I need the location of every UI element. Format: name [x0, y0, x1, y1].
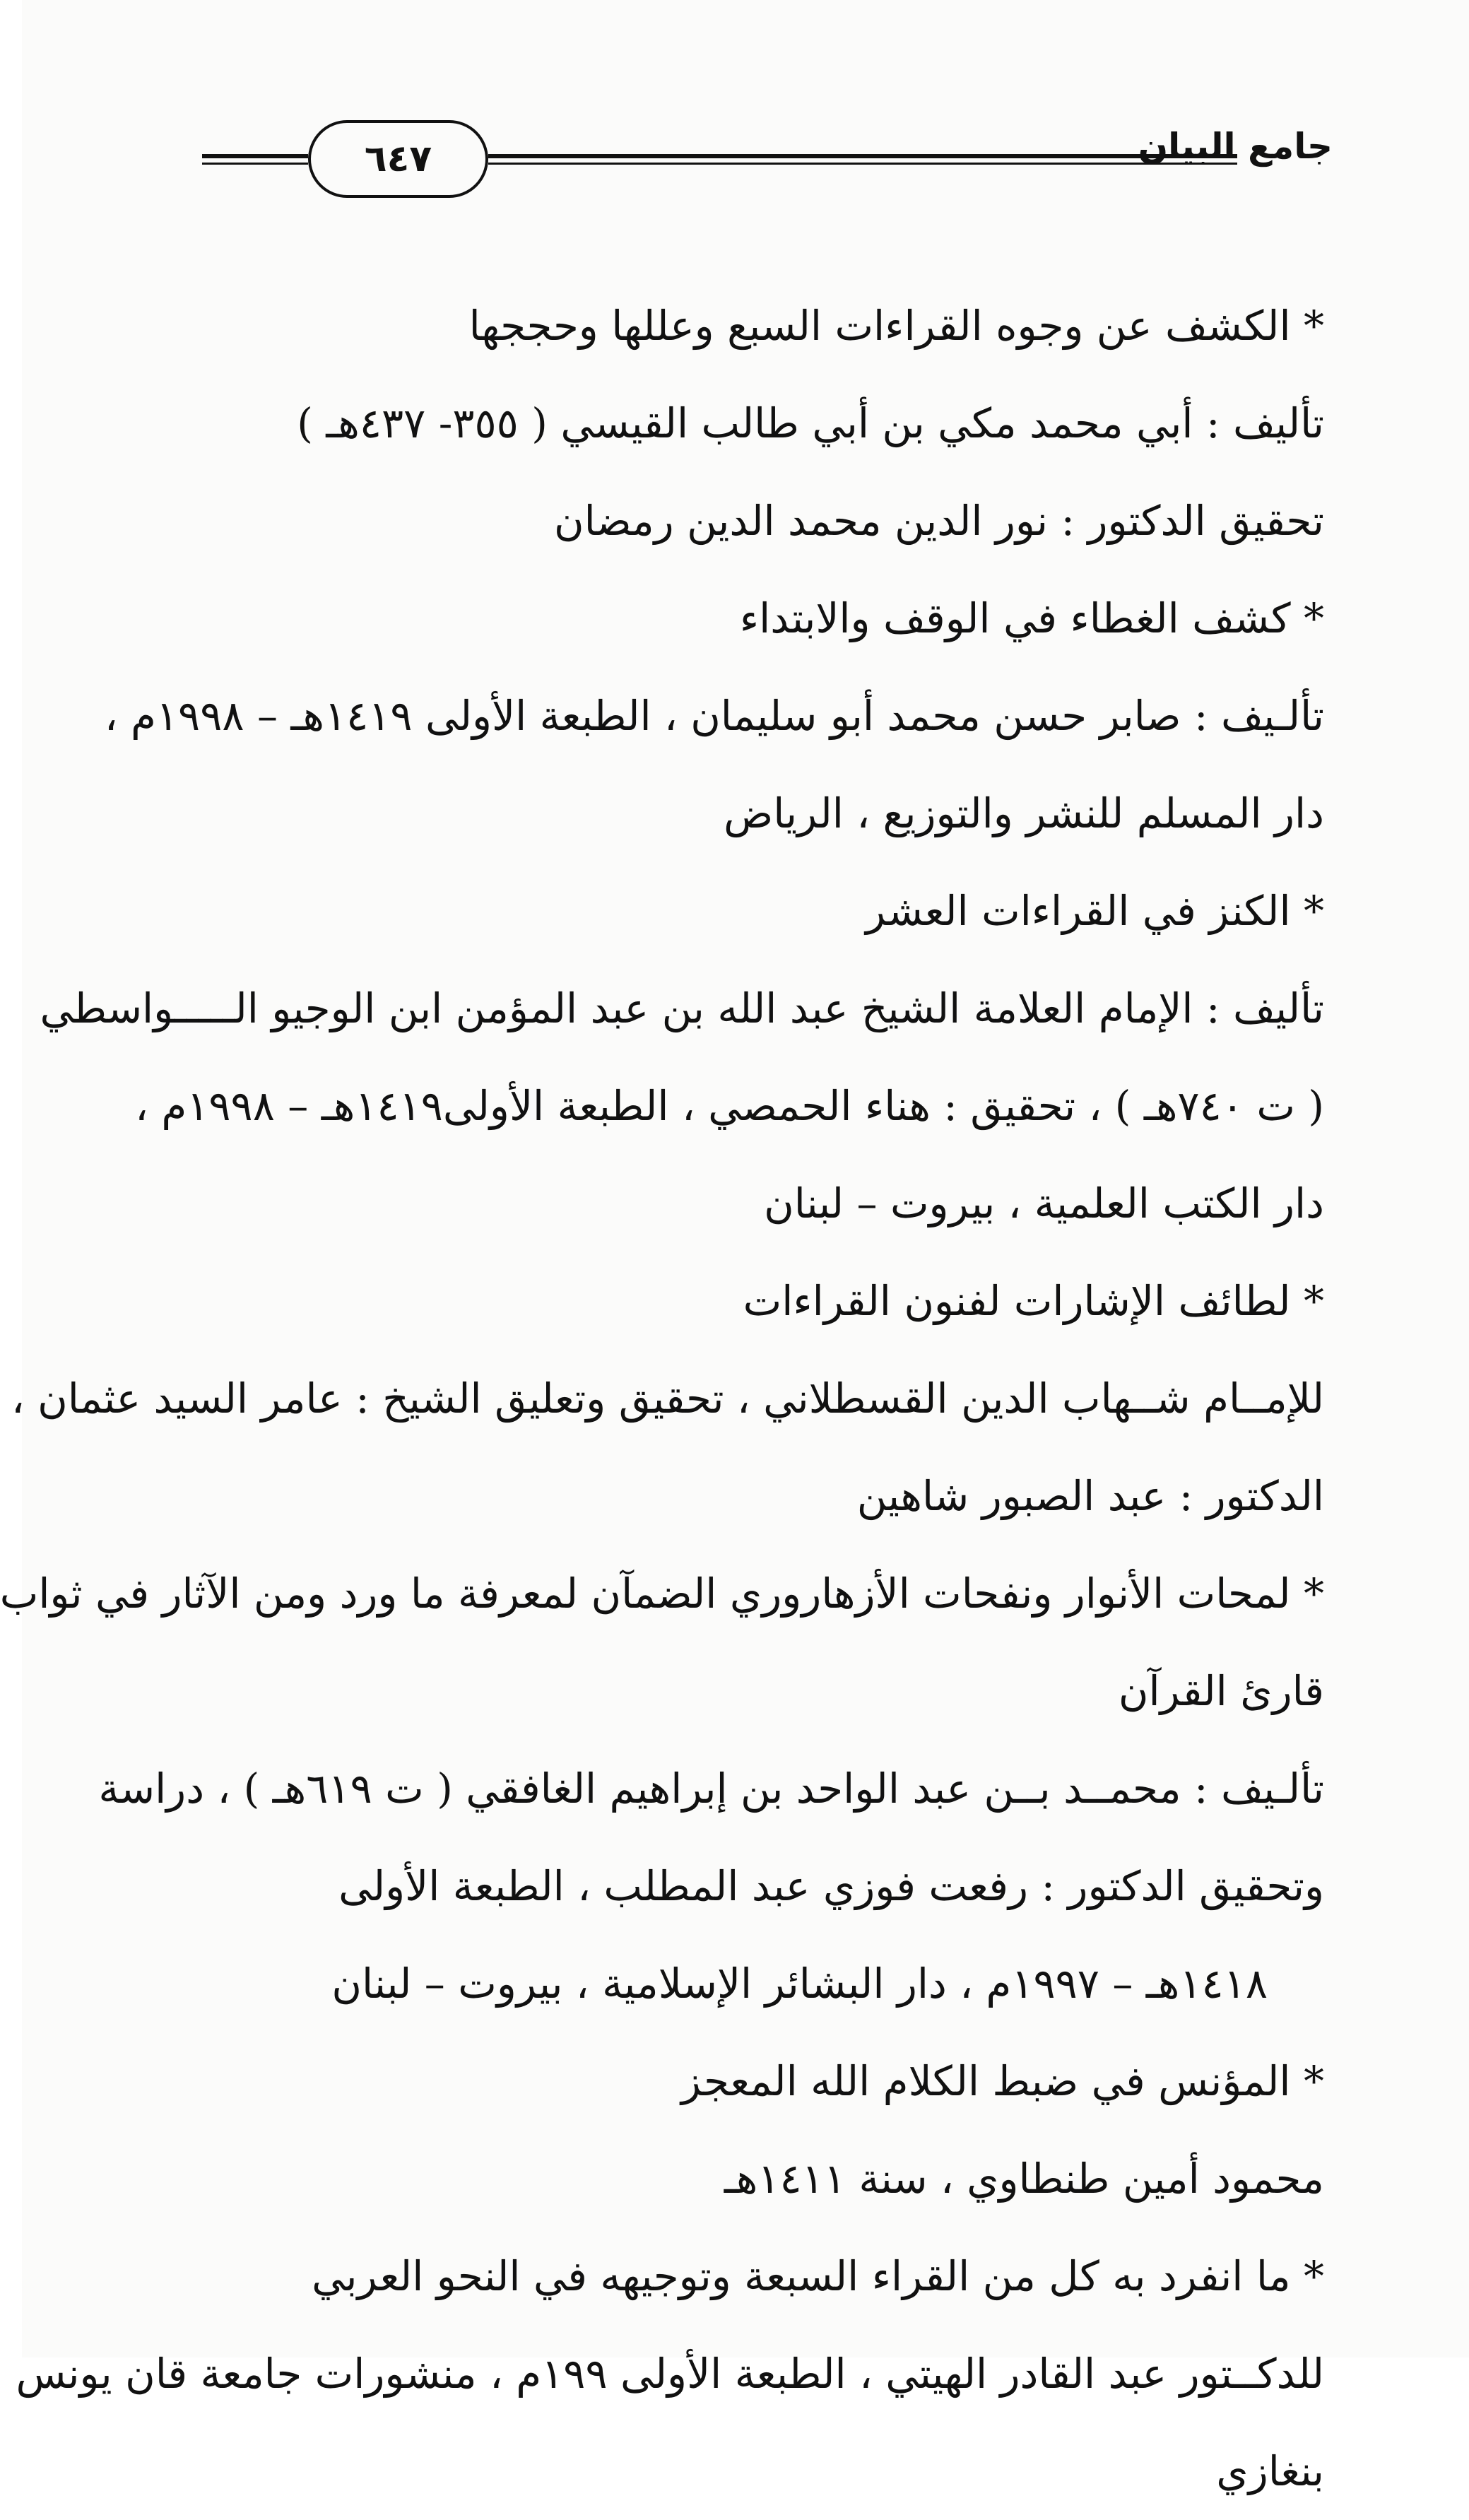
- text-line: * كشف الغطاء في الوقف والابتداء: [739, 594, 1324, 642]
- text-line: بنغازي: [1216, 2447, 1324, 2495]
- text-line: محمود أمين طنطاوي ، سنة ١٤١١هـ: [724, 2155, 1324, 2203]
- text-line: ( ت ٧٤٠هـ ) ، تحقيق : هناء الحمصي ، الطبعة الأولى١٤١٩هـ – ١٩٩٨م ،: [135, 1082, 1324, 1130]
- text-line: ١٤١٨هـ – ١٩٩٧م ، دار البشائر الإسلامية ، بيروت – لبنان: [331, 1960, 1268, 2008]
- text-line: تأليف : أبي محمد مكي بن أبي طالب القيسي ( ٣٥٥- ٤٣٧هـ ): [297, 399, 1324, 447]
- text-line: دار الكتب العلمية ، بيروت – لبنان: [764, 1179, 1324, 1227]
- text-line: للدكــتور عبد القادر الهيتي ، الطبعة الأولى ١٩٩م ، منشورات جامعة قان يونس: [16, 2350, 1324, 2398]
- text-line: * ما انفرد به كل من القراء السبعة وتوجيهه في النحو العربي: [312, 2252, 1324, 2300]
- text-line: دار المسلم للنشر والتوزيع ، الرياض: [724, 789, 1324, 837]
- text-line: تأليف : الإمام العلامة الشيخ عبد الله بن عبد المؤمن ابن الوجيو الـــــواسطي: [40, 984, 1324, 1032]
- text-line: الدكتور : عبد الصبور شاهين: [856, 1472, 1324, 1520]
- running-title: جامع البيان: [1138, 126, 1333, 167]
- page-number: ٦٤٧: [308, 120, 488, 198]
- header-rule-left: [202, 154, 308, 165]
- text-line: تألـيف : صابر حسن محمد أبو سليمان ، الطبعة الأولى ١٤١٩هـ – ١٩٩٨م ،: [104, 692, 1324, 740]
- text-line: * الكشف عن وجوه القراءات السبع وعللها وحججها: [468, 302, 1324, 350]
- text-line: قارئ القرآن: [1118, 1667, 1324, 1715]
- text-line: * الكنز في القراءات العشر: [866, 887, 1324, 935]
- text-line: * لمحات الأنوار ونفحات الأزهاروري الضمآن لمعرفة ما ورد ومن الآثار في ثواب: [0, 1570, 1324, 1618]
- text-line: تألـيف : محمــد بــن عبد الواحد بن إبراهيم الغافقي ( ت ٦١٩هـ ) ، دراسة: [98, 1765, 1324, 1813]
- bibliography-text: [0, 277, 1324, 2520]
- text-line: وتحقيق الدكتور : رفعت فوزي عبد المطلب ، الطبعة الأولى: [338, 1862, 1324, 1910]
- page-header: [202, 120, 1333, 205]
- header-rule-right: [488, 154, 1237, 165]
- text-line: * لطائف الإشارات لفنون القراءات: [743, 1277, 1324, 1325]
- text-line: تحقيق الدكتور : نور الدين محمد الدين رمضان: [554, 497, 1324, 545]
- text-line: * المؤنس في ضبط الكلام الله المعجز: [680, 2057, 1324, 2105]
- text-line: للإمــام شــهاب الدين القسطلاني ، تحقيق وتعليق الشيخ : عامر السيد عثمان ،: [11, 1374, 1324, 1423]
